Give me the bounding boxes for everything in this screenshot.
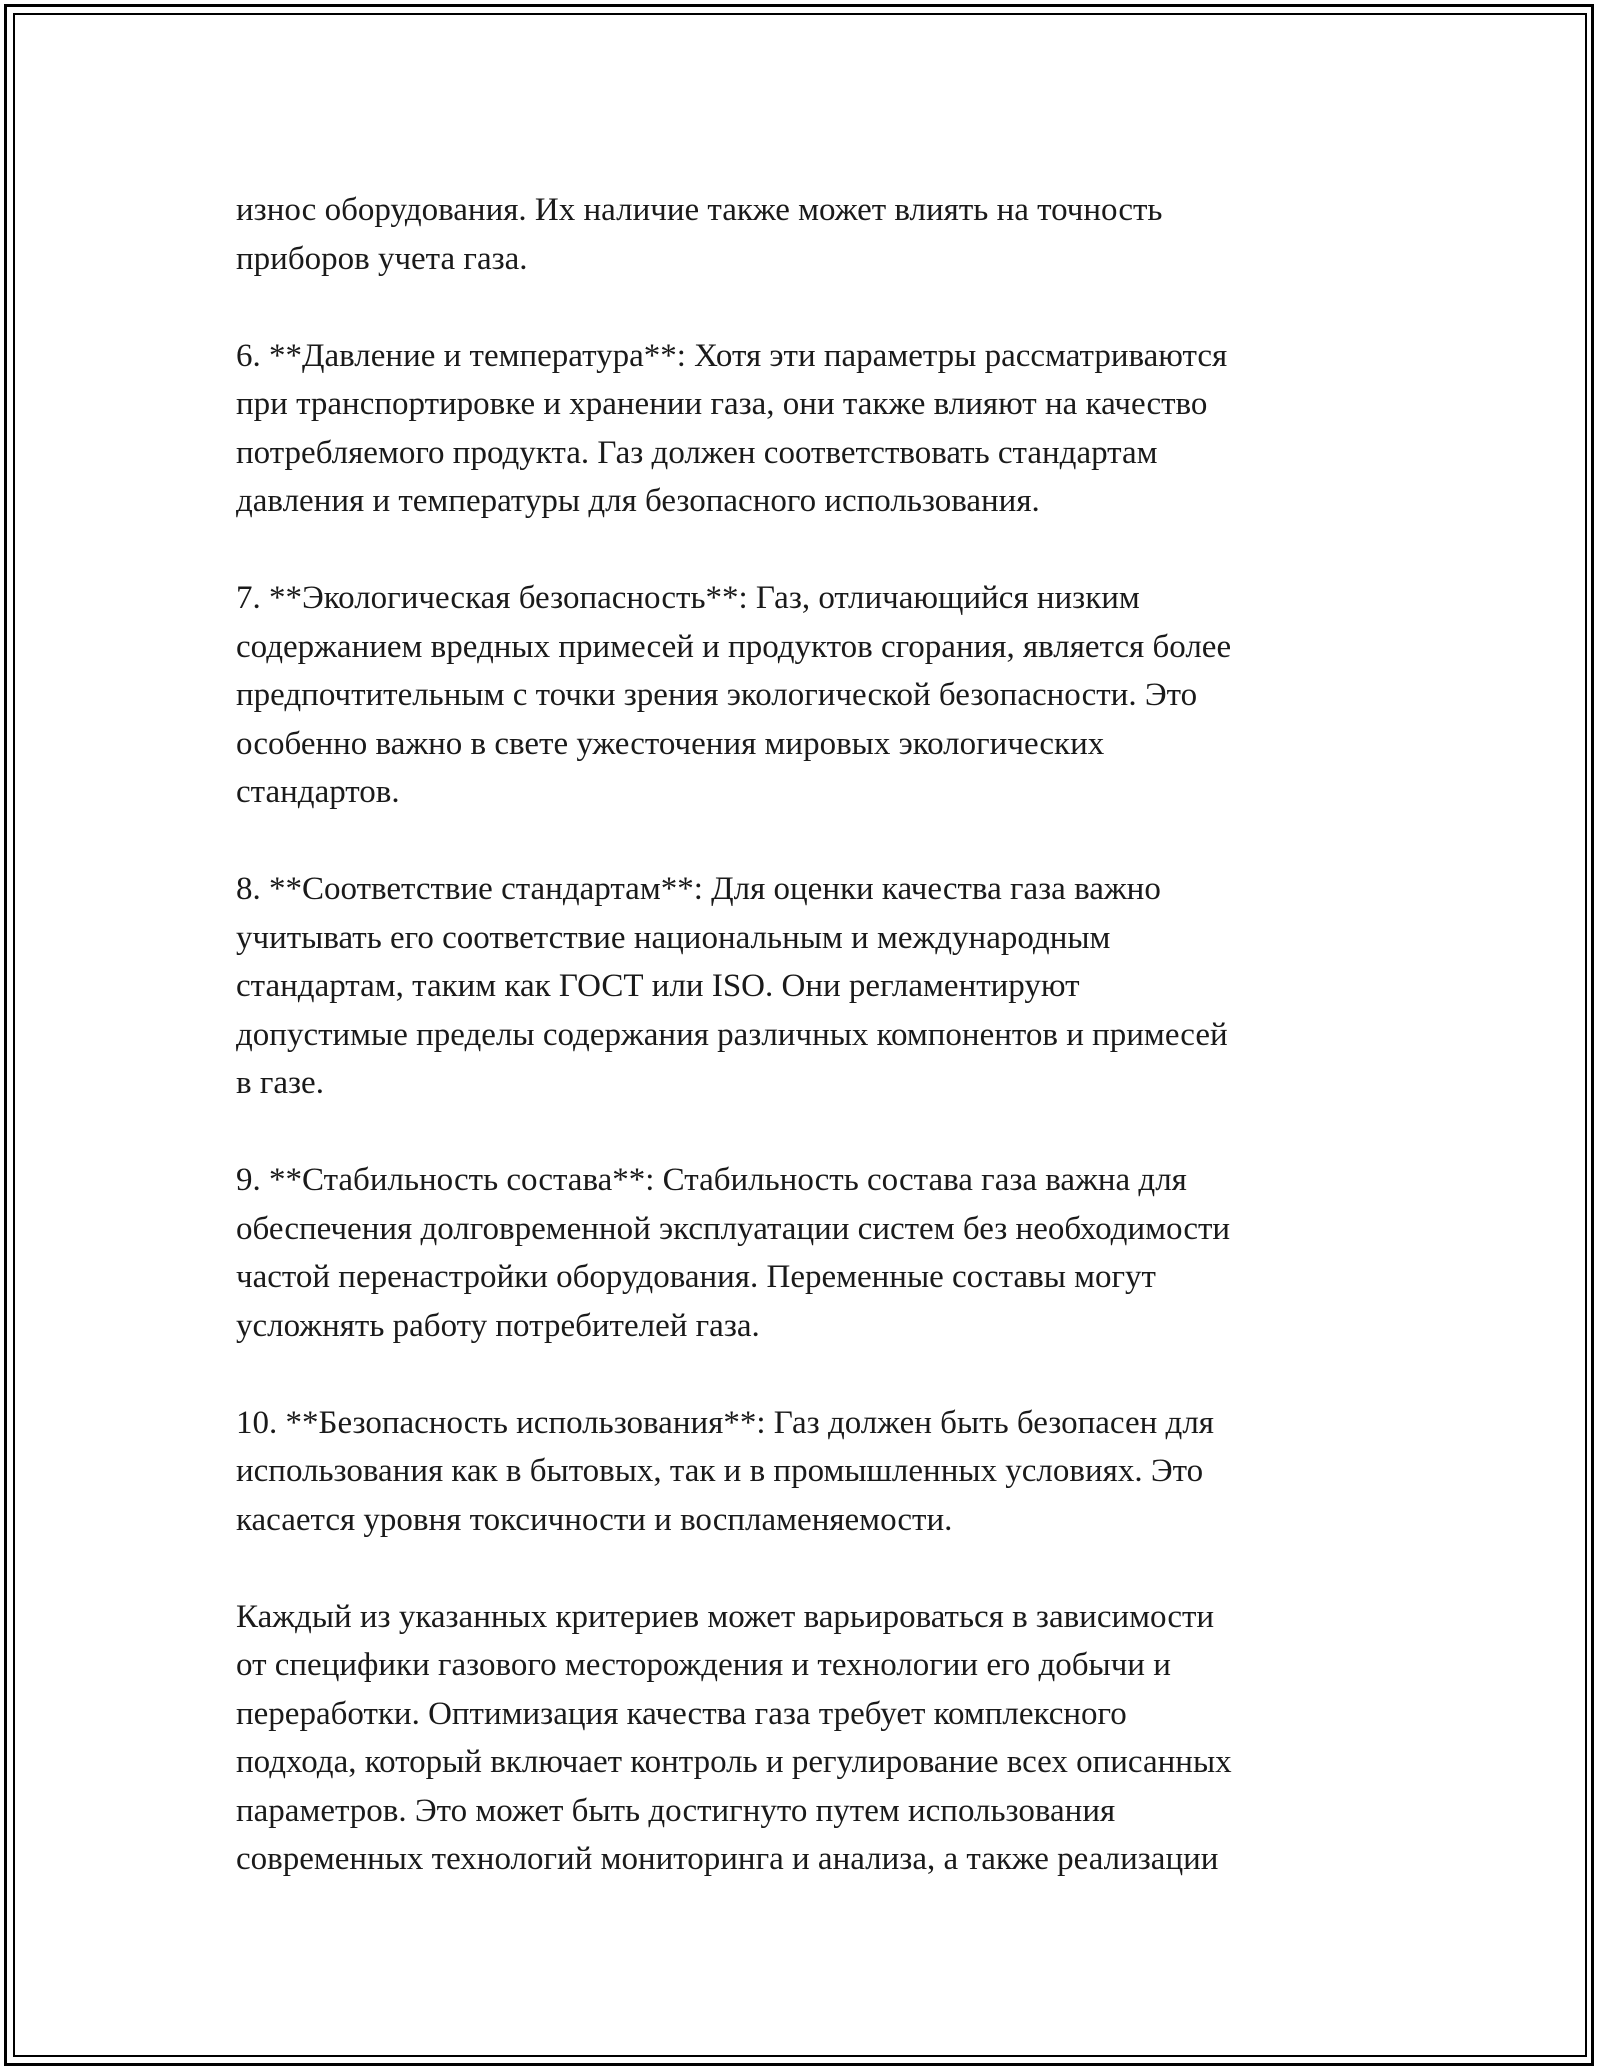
text-line: в газе.	[236, 1065, 324, 1101]
text-line: при транспортировке и хранении газа, они также влияют на качество	[236, 386, 1208, 422]
text-line: 9. **Стабильность состава**: Стабильность состава газа важна для	[236, 1162, 1187, 1198]
text-line: приборов учета газа.	[236, 240, 528, 277]
text-line: переработки. Оптимизация качества газа требует комплексного	[236, 1695, 1127, 1732]
text-line: предпочтительным с точки зрения экологической безопасности. Это	[236, 677, 1198, 713]
paragraph-continuation	[236, 186, 1366, 283]
text-line: 10. **Безопасность использования**: Газ должен быть безопасен для	[236, 1404, 1214, 1441]
text-line: частой перенастройки оборудования. Переменные составы могут	[236, 1259, 1156, 1295]
text-line: подхода, который включает контроль и регулирование всех описанных	[236, 1744, 1232, 1780]
text-line: особенно важно в свете ужесточения мировых экологических	[236, 725, 1105, 762]
text-line: давления и температуры для безопасного использования.	[236, 483, 1040, 519]
text-line: стандартов.	[236, 774, 400, 810]
text-line: допустимые пределы содержания различных компонентов и примесей	[236, 1016, 1228, 1053]
text-line: современных технологий мониторинга и анализа, а также реализации	[236, 1841, 1219, 1877]
list-item-pressure-temperature	[236, 332, 1366, 526]
list-item-standards-compliance	[236, 865, 1366, 1108]
text-line: потребляемого продукта. Газ должен соответствовать стандартам	[236, 434, 1158, 471]
list-item-usage-safety	[236, 1399, 1366, 1545]
list-item-ecological-safety	[236, 574, 1366, 817]
text-line: 7. **Экологическая безопасность**: Газ, отличающийся низким	[236, 580, 1140, 616]
text-line: использования как в бытовых, так и в промышленных условиях. Это	[236, 1453, 1204, 1489]
text-line: усложнять работу потребителей газа.	[236, 1307, 760, 1344]
document-body	[236, 186, 1366, 1932]
text-line: содержанием вредных примесей и продуктов сгорания, является более	[236, 628, 1232, 665]
text-line: стандартам, таким как ГОСТ или ISO. Они регламентируют	[236, 968, 1080, 1004]
text-line: 8. **Соответствие стандартам**: Для оценки качества газа важно	[236, 871, 1161, 907]
list-item-composition-stability	[236, 1156, 1366, 1350]
paragraph-conclusion	[236, 1593, 1366, 1884]
text-line: учитывать его соответствие национальным и международным	[236, 919, 1111, 956]
text-line: 6. **Давление и температура**: Хотя эти параметры рассматриваются	[236, 337, 1228, 374]
text-line: обеспечения долговременной эксплуатации систем без необходимости	[236, 1210, 1231, 1247]
text-line: износ оборудования. Их наличие также может влиять на точность	[236, 192, 1163, 228]
text-line: параметров. Это может быть достигнуто путем использования	[236, 1792, 1116, 1829]
text-line: Каждый из указанных критериев может варьироваться в зависимости	[236, 1598, 1215, 1635]
text-line: касается уровня токсичности и воспламеняемости.	[236, 1501, 953, 1538]
text-line: от специфики газового месторождения и технологии его добычи и	[236, 1647, 1171, 1683]
